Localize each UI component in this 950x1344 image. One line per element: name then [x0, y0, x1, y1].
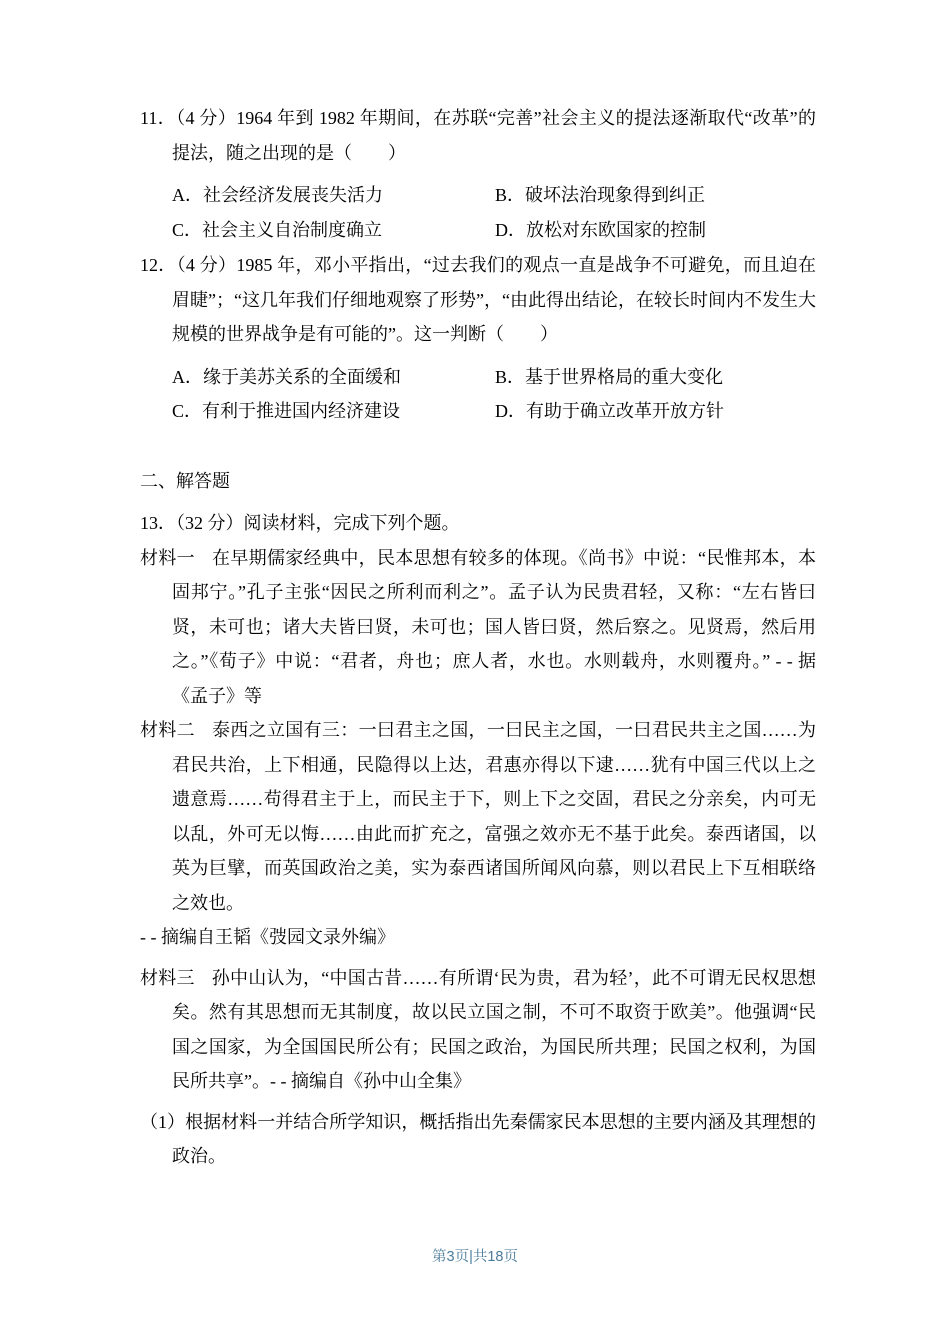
- material-text: 孙中山认为，“中国古昔……有所谓‘民为贵，君为轻’，此不可谓无民权思想矣。然有其思想而无其制度，故以民立国之制，不可不取资于欧美”。他强调“民国之国家，为全国国民所公有；民国之政治，为国民所共理；民国之权利，为国民所共享”。- - 摘编自《孙中山全集》: [172, 967, 817, 1091]
- question-number: 12．: [140, 255, 177, 275]
- option-d: D．放松对东欧国家的控制: [495, 219, 706, 240]
- question-11: [140, 101, 816, 247]
- option-a: A．缘于美苏关系的全面缓和: [172, 366, 401, 387]
- question-number: 11．: [140, 108, 177, 128]
- question-text: （4 分）1964 年到 1982 年期间，在苏联“完善”社会主义的提法逐渐取代“改革”的提法，随之出现的是（ ）: [172, 108, 816, 163]
- material-text: 泰西之立国有三：一曰君主之国，一曰民主之国，一曰君民共主之国……为君民共治，上下相通，民隐得以上达，君惠亦得以下逮……犹有中国三代以上之遗意焉……苟得君主于上，而民主于下，则上下之交固，君民之分亲矣，内可无以乱，外可无以悔……由此而扩充之，富强之效亦无不基于此矣。泰西诸国，以英为巨擘，而英国政治之美，实为泰西诸国所闻风向慕，则以君民上下互相联络之效也。: [172, 720, 817, 913]
- material-label: 材料二: [140, 720, 195, 740]
- question-13: [140, 506, 816, 1174]
- material-source: - - 摘编自王韬《弢园文录外编》: [140, 927, 395, 947]
- option-row: [172, 213, 816, 248]
- material-3: [140, 961, 816, 1099]
- question-options: [140, 178, 816, 247]
- option-b: B．破坏法治现象得到纠正: [495, 185, 706, 205]
- option-c: C．有利于推进国内经济建设: [172, 401, 401, 421]
- page-number-label: 第3页|共18页: [432, 1249, 518, 1265]
- material-label: 材料一: [140, 547, 195, 568]
- material-2: [140, 713, 816, 920]
- question-stem: [140, 248, 816, 352]
- question-text: （32 分）阅读材料，完成下列个题。: [176, 513, 460, 533]
- page-footer: [0, 1245, 950, 1266]
- question-options: [140, 360, 816, 429]
- option-row: [172, 360, 816, 395]
- question-text: （4 分）1985 年，邓小平指出，“过去我们的观点一直是战争不可避免，而且迫在眉睫”；“这几年我们仔细地观察了形势”，“由此得出结论，在较长时间内不发生大规模的世界战争是有可能的”。这一判断（ ）: [172, 255, 816, 344]
- material-label: 材料三: [140, 967, 195, 988]
- section-title: 二、解答题: [140, 470, 230, 491]
- question-stem: [140, 101, 816, 170]
- question-12: [140, 248, 816, 429]
- question-stem: [140, 506, 816, 541]
- option-d: D．有助于确立改革开放方针: [495, 401, 724, 421]
- material-text: 在早期儒家经典中，民本思想有较多的体现。《尚书》中说：“民惟邦本，本固邦宁。”孔子主张“因民之所利而利之”。孟子认为民贵君轻，又称：“左右皆曰贤，未可也；诸大夫皆曰贤，未可也；国人皆曰贤，然后察之。见贤焉，然后用之。”《荀子》中说：“君者，舟也；庶人者，水也。水则载舟，水则覆舟。” - - 据《孟子》等: [172, 547, 816, 706]
- option-row: [172, 394, 816, 429]
- option-b: B．基于世界格局的重大变化: [495, 366, 724, 387]
- sub-question-1: （1）根据材料一并结合所学知识，概括指出先秦儒家民本思想的主要内涵及其理想的政治。: [140, 1111, 816, 1166]
- option-c: C．社会主义自治制度确立: [172, 219, 383, 240]
- exam-content: [140, 101, 816, 1175]
- option-a: A．社会经济发展丧失活力: [172, 185, 383, 205]
- question-number: 13．: [140, 513, 176, 533]
- material-1: [140, 541, 816, 714]
- option-row: [172, 178, 816, 213]
